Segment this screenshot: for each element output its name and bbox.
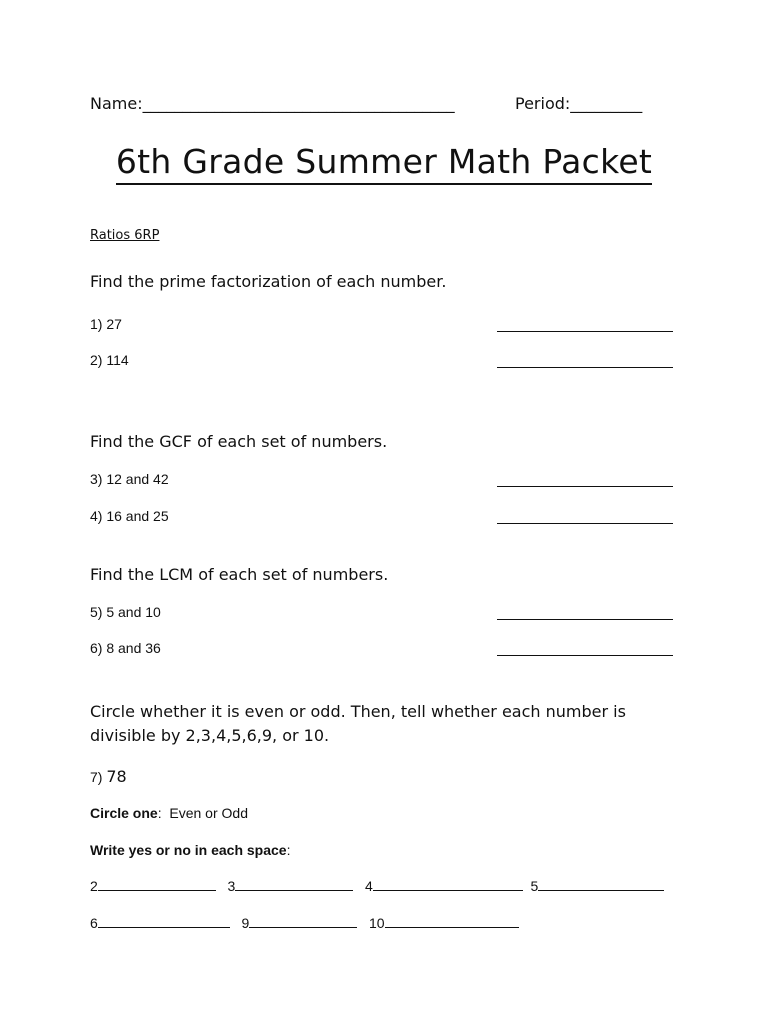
divisor-10-label: 10 [368,915,385,931]
problem-2: 2) 114 [90,352,129,368]
problem-7-number: 78 [106,767,127,786]
problem-5: 5) 5 and 10 [90,604,161,620]
divisor-3-blank[interactable] [235,889,353,891]
period-field[interactable] [515,94,642,113]
write-yes-no-sep: : [286,842,291,858]
divisor-row-2 [90,915,519,931]
problem-6: 6) 8 and 36 [90,640,161,656]
instruction-gcf: Find the GCF of each set of numbers. [90,432,388,451]
section-label: Ratios 6RP [90,228,160,243]
answer-line-1[interactable] [497,330,673,332]
instruction-even-odd-line1: Circle whether it is even or odd. Then, tell whether each number is [90,702,626,721]
write-yes-no-label: Write yes or no in each space [90,842,287,858]
divisor-6-label: 6 [90,915,98,931]
divisor-6-blank[interactable] [98,926,230,928]
problem-4: 4) 16 and 25 [90,508,169,524]
page-title [0,142,768,181]
divisor-5-blank[interactable] [538,889,664,891]
even-or-odd-options[interactable]: Even or Odd [169,805,248,821]
divisor-4-label: 4 [364,878,373,894]
instruction-prime-factorization: Find the prime factorization of each number. [90,272,447,291]
problem-7-prefix: 7) [90,769,107,785]
divisor-4-blank[interactable] [373,889,523,891]
divisor-9-blank[interactable] [249,926,357,928]
divisor-row-1 [90,878,664,894]
answer-line-5[interactable] [497,618,673,620]
name-label: Name: [90,94,143,113]
divisor-2-blank[interactable] [98,889,216,891]
problem-3: 3) 12 and 42 [90,471,169,487]
circle-one-sep: : [157,805,162,821]
instruction-lcm: Find the LCM of each set of numbers. [90,565,389,584]
divisor-10-blank[interactable] [385,926,519,928]
answer-line-6[interactable] [497,654,673,656]
divisor-2-label: 2 [90,878,98,894]
name-blank[interactable]: _______________________________________ [142,94,455,113]
period-label: Period: [515,94,571,113]
answer-line-3[interactable] [497,485,673,487]
answer-line-2[interactable] [497,366,673,368]
divisor-9-label: 9 [241,915,250,931]
divisor-3-label: 3 [227,878,236,894]
problem-7 [90,767,127,787]
period-blank[interactable]: _________ [570,94,643,113]
circle-one-label: Circle one [90,805,158,821]
divisor-5-label: 5 [530,878,539,894]
page-title-text: 6th Grade Summer Math Packet [116,142,652,185]
circle-one-row [90,805,248,821]
name-field[interactable] [90,94,455,113]
instruction-even-odd-line2: divisible by 2,3,4,5,6,9, or 10. [90,726,330,745]
answer-line-4[interactable] [497,522,673,524]
problem-1: 1) 27 [90,316,122,332]
write-yes-no-row [90,842,291,858]
